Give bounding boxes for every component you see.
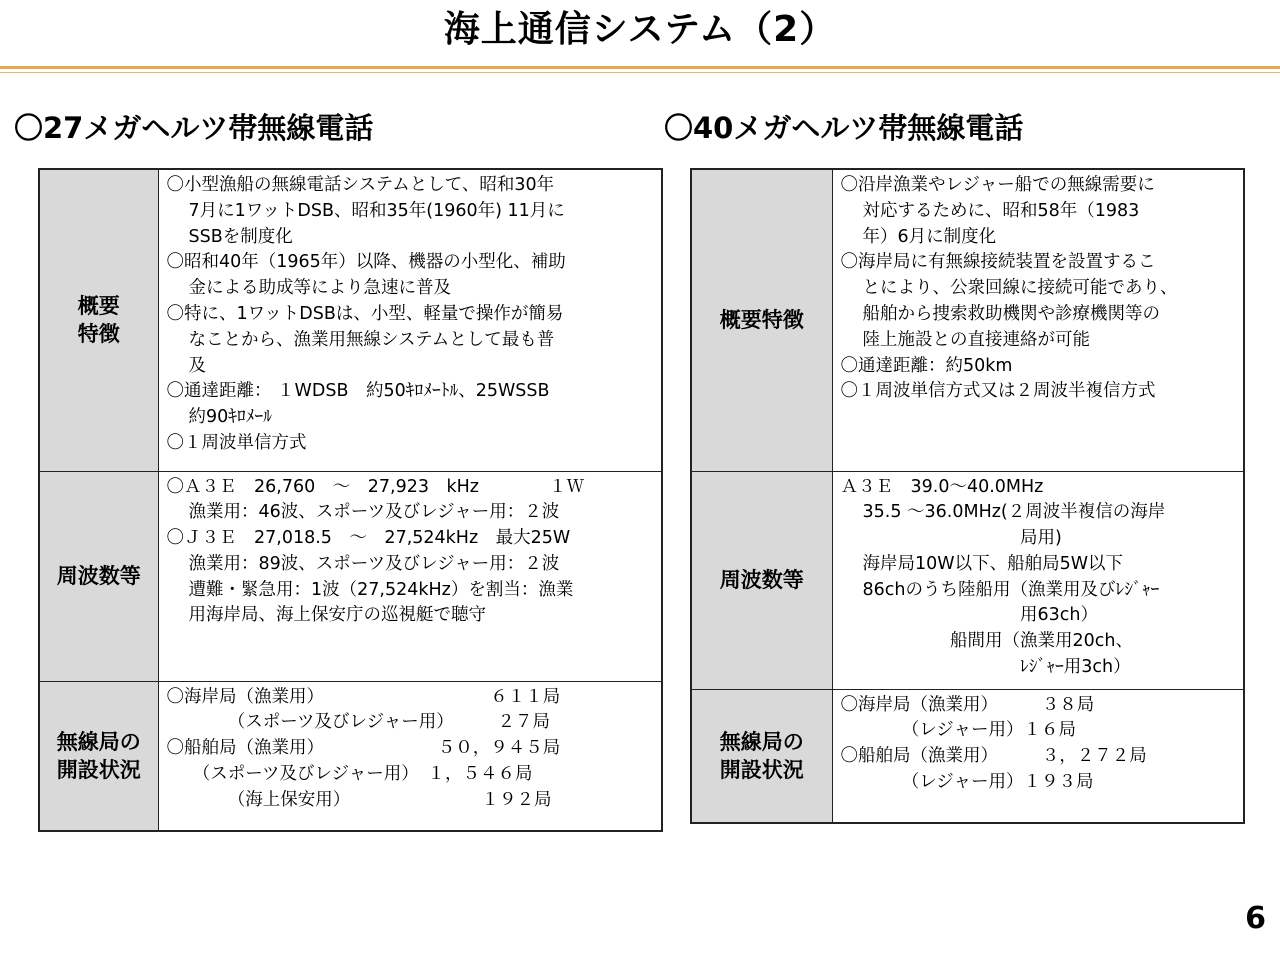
right-row-header: 周波数等	[691, 471, 832, 689]
title-divider	[0, 66, 1280, 69]
right-system-table	[690, 168, 1245, 824]
right-section-heading: 〇40メガヘルツ帯無線電話	[664, 111, 1024, 145]
right-row-stations	[691, 689, 1244, 823]
left-row-header: 周波数等	[39, 471, 158, 681]
left-row-header: 概要 特徴	[39, 169, 158, 471]
page-number: 6	[1245, 901, 1266, 936]
title-divider-thin	[0, 72, 1280, 73]
left-row-stations	[39, 681, 662, 831]
left-section-heading: 〇27メガヘルツ帯無線電話	[14, 111, 374, 145]
right-row-overview	[691, 169, 1244, 471]
right-row-header: 無線局の 開設状況	[691, 689, 832, 823]
right-row-frequency	[691, 471, 1244, 689]
right-stations-text: 〇海岸局（漁業用） ３８局 （レジャー用）１６局 〇船舶局（漁業用） ３，２７２局 （レジャー用）１９３局	[832, 689, 1244, 823]
left-row-header: 無線局の 開設状況	[39, 681, 158, 831]
right-overview-text: 〇沿岸漁業やレジャー船での無線需要に 対応するために、昭和58年（1983 年）6月に制度化 〇海岸局に有無線接続装置を設置するこ とにより、公衆回線に接続可能であり、 船舶から捜索救助機関や診療機関等の 陸上施設との直接連絡が可能 〇通達距離：約50km 〇１周波単信方式又は２周波半複信方式	[832, 169, 1244, 471]
right-row-header: 概要特徴	[691, 169, 832, 471]
left-overview-text: 〇小型漁船の無線電話システムとして、昭和30年 7月に1ワットDSB、昭和35年(1960年) 11月に SSBを制度化 〇昭和40年（1965年）以降、機器の小型化、補助 金による助成等により急速に普及 〇特に、1ワットDSBは、小型、軽量で操作が簡易 なことから、漁業用無線システムとして最も普 及 〇通達距離： １WDSB 約50ｷﾛﾒｰﾄﾙ、25WSSB 約90ｷﾛﾒｰﾙ 〇１周波単信方式	[158, 169, 662, 471]
left-stations-text: 〇海岸局（漁業用） ６１１局 （スポーツ及びレジャー用） ２７局 〇船舶局（漁業用） ５０，９４５局 （スポーツ及びレジャー用） １，５４６局 （海上保安用） １９２局	[158, 681, 662, 831]
left-row-frequency	[39, 471, 662, 681]
left-system-table	[38, 168, 663, 832]
left-frequency-text: 〇Ａ３Ｅ 26,760 ～ 27,923 kHz １Ｗ 漁業用：46波、スポーツ及びレジャー用：２波 〇Ｊ３Ｅ 27,018.5 ～ 27,524kHz 最大25W 漁業用：89波、スポーツ及びレジャー用：２波 遭難・緊急用：1波（27,524kHz）を割当：漁業 用海岸局、海上保安庁の巡視艇で聴守	[158, 471, 662, 681]
left-row-overview	[39, 169, 662, 471]
page-title: 海上通信システム（2）	[443, 9, 837, 50]
right-frequency-text: Ａ３Ｅ 39.0～40.0MHz 35.5 ～36.0MHz(２周波半複信の海岸 局用) 海岸局10W以下、船舶局5W以下 86chのうち陸船用（漁業用及びﾚｼﾞｬｰ 用63ch） 船間用（漁業用20ch、 ﾚｼﾞｬｰ用3ch）	[832, 471, 1244, 689]
